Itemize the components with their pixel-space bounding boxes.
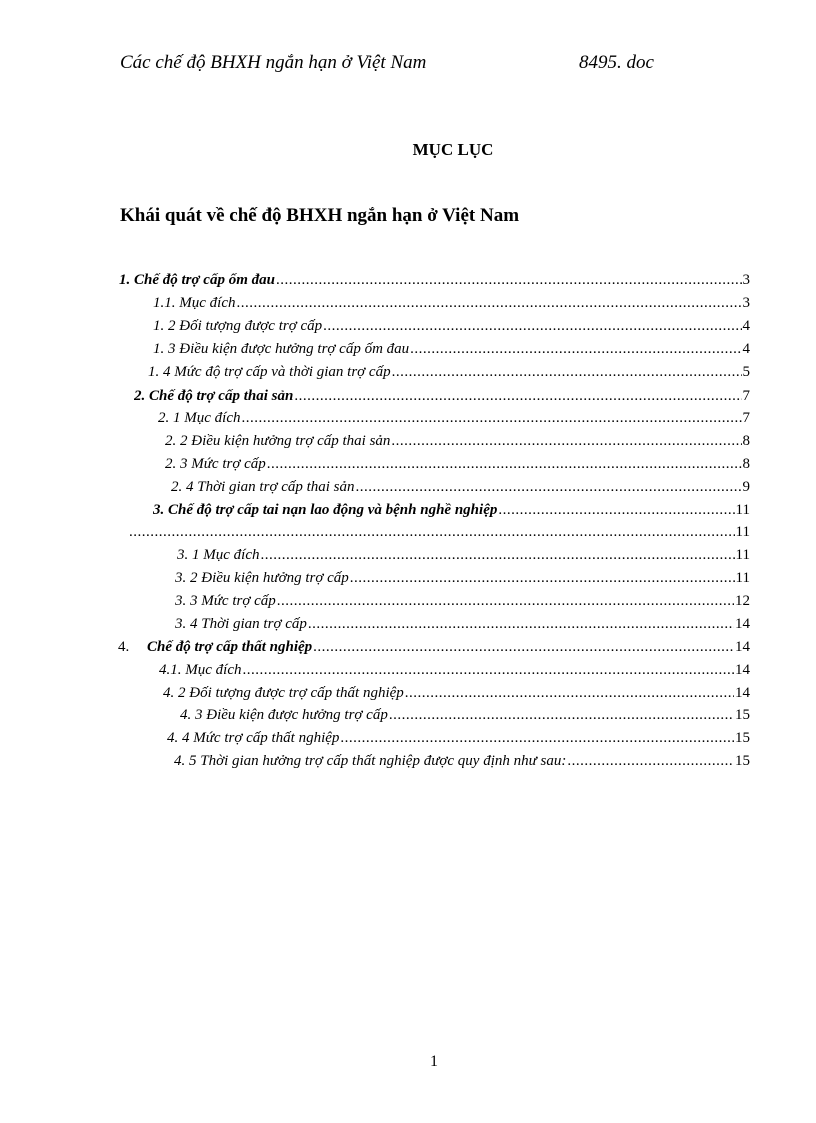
toc-entry-label: 1. 4 Mức độ trợ cấp và thời gian trợ cấp xyxy=(148,364,391,380)
toc-entry-3-1[interactable] xyxy=(177,545,750,566)
header-document-title: Các chế độ BHXH ngắn hạn ở Việt Nam xyxy=(120,52,427,73)
toc-dot-leader xyxy=(236,293,741,314)
toc-entry-1-3[interactable] xyxy=(153,339,750,360)
toc-entry-label: 2. 3 Mức trợ cấp xyxy=(165,456,266,472)
toc-dot-leader xyxy=(567,751,734,772)
toc-entry-4-4[interactable] xyxy=(167,728,750,749)
toc-dot-leader xyxy=(405,683,734,704)
toc-entry-section-4[interactable] xyxy=(147,637,750,658)
toc-entry-page: 8 xyxy=(742,433,750,449)
toc-dot-leader xyxy=(313,637,734,658)
toc-dot-leader xyxy=(260,545,734,566)
toc-entry-4-1[interactable] xyxy=(159,660,750,681)
toc-entry-label: 3. 3 Mức trợ cấp xyxy=(175,593,276,609)
toc-dot-leader xyxy=(276,270,742,291)
toc-entry-label: 3. 4 Thời gian trợ cấp xyxy=(175,616,307,632)
toc-entry-3-4[interactable] xyxy=(175,614,750,635)
toc-entry-label: 2. 1 Mục đích xyxy=(158,410,241,426)
toc-entry-page: 11 xyxy=(735,502,750,518)
toc-dot-leader xyxy=(294,386,741,407)
toc-entry-page: 15 xyxy=(735,753,750,769)
toc-dot-leader xyxy=(267,454,742,475)
toc-entry-page: 15 xyxy=(735,707,750,723)
toc-entry-page: 14 xyxy=(735,685,750,701)
toc-entry-page: 7 xyxy=(742,388,750,404)
toc-entry-page: 9 xyxy=(742,479,750,495)
header-file-name: 8495. doc xyxy=(579,52,654,73)
toc-entry-page: 14 xyxy=(735,616,750,632)
toc-entry-label: 4. 4 Mức trợ cấp thất nghiệp xyxy=(167,730,340,746)
toc-entry-3-3[interactable] xyxy=(175,591,750,612)
toc-dot-leader xyxy=(410,339,741,360)
toc-dot-leader xyxy=(356,477,742,498)
toc-entry-1-4[interactable] xyxy=(148,362,750,383)
toc-dot-leader xyxy=(389,705,734,726)
toc-entry-label: 4. 5 Thời gian hưởng trợ cấp thất nghiệp được quy định như sau: xyxy=(174,753,567,769)
toc-dot-leader xyxy=(350,568,735,589)
toc-entry-4-2[interactable] xyxy=(163,683,750,704)
toc-entry-label: 1. 3 Điều kiện được hưởng trợ cấp ốm đau xyxy=(153,341,410,357)
toc-entry-label: 2. 2 Điều kiện hưởng trợ cấp thai sản xyxy=(165,433,391,449)
toc-entry-4-5[interactable] xyxy=(174,751,750,772)
toc-entry-page: 5 xyxy=(742,364,750,380)
toc-dot-leader xyxy=(391,431,741,452)
toc-entry-page: 14 xyxy=(735,662,750,678)
toc-entry-2-1[interactable] xyxy=(158,408,750,429)
toc-entry-label: 3. 2 Điều kiện hưởng trợ cấp xyxy=(175,570,349,586)
toc-entry-page: 3 xyxy=(742,272,750,288)
toc-entry-label: 1. Chế độ trợ cấp ốm đau xyxy=(119,272,275,288)
toc-entry-label: 3. Chế độ trợ cấp tai nạn lao động và bệnh nghề nghiệp xyxy=(153,502,498,518)
toc-entry-label: 1.1. Mục đích xyxy=(153,295,236,311)
toc-entry-page: 8 xyxy=(742,456,750,472)
toc-dot-leader xyxy=(242,660,734,681)
toc-entry-label: 1. 2 Đối tượng được trợ cấp xyxy=(153,318,323,334)
toc-entry-page: 15 xyxy=(735,730,750,746)
toc-entry-2-2[interactable] xyxy=(165,431,750,452)
toc-dot-leader xyxy=(241,408,741,429)
document-subtitle: Khái quát về chế độ BHXH ngắn hạn ở Việt Nam xyxy=(120,205,520,226)
toc-entry-2-4[interactable] xyxy=(171,477,750,498)
toc-entry-4-3[interactable] xyxy=(180,705,750,726)
toc-entry-section-2[interactable] xyxy=(134,386,750,407)
page-number: 1 xyxy=(430,1053,438,1070)
toc-entry-2-3[interactable] xyxy=(165,454,750,475)
toc-entry-3-2[interactable] xyxy=(175,568,750,589)
toc-entry-page: 12 xyxy=(735,593,750,609)
toc-entry-label: 4. 3 Điều kiện được hưởng trợ cấp xyxy=(180,707,388,723)
toc-dot-leader xyxy=(498,500,734,521)
toc-entry-section-3-continued[interactable] xyxy=(129,522,750,543)
toc-entry-page: 3 xyxy=(742,295,750,311)
toc-entry-1-2[interactable] xyxy=(153,316,750,337)
toc-entry-label: 3. 1 Mục đích xyxy=(177,547,260,563)
toc-entry-page: 11 xyxy=(735,570,750,586)
toc-entry-page: 14 xyxy=(735,639,750,655)
toc-dot-leader xyxy=(340,728,734,749)
toc-entry-section-1[interactable] xyxy=(119,270,750,291)
toc-dot-leader xyxy=(277,591,734,612)
toc-entry-page: 4 xyxy=(742,341,750,357)
toc-dot-leader xyxy=(129,522,735,543)
toc-entry-label: 4. 2 Đối tượng được trợ cấp thất nghiệp xyxy=(163,685,404,701)
toc-entry-label: 4.1. Mục đích xyxy=(159,662,242,678)
toc-entry-section-3[interactable] xyxy=(153,500,750,521)
toc-entry-1-1[interactable] xyxy=(153,293,750,314)
toc-entry-page: 11 xyxy=(735,524,750,540)
table-of-contents-title: MỤC LỤC xyxy=(412,140,494,159)
toc-dot-leader xyxy=(308,614,734,635)
toc-entry-page: 4 xyxy=(742,318,750,334)
toc-entry-page: 11 xyxy=(735,547,750,563)
toc-dot-leader xyxy=(323,316,741,337)
toc-dot-leader xyxy=(392,362,742,383)
toc-entry-page: 7 xyxy=(742,410,750,426)
toc-entry-label: 2. 4 Thời gian trợ cấp thai sản xyxy=(171,479,355,495)
toc-section-4-number: 4. xyxy=(118,639,130,655)
toc-entry-label: 2. Chế độ trợ cấp thai sản xyxy=(134,388,294,404)
toc-entry-label: Chế độ trợ cấp thất nghiệp xyxy=(147,639,313,655)
